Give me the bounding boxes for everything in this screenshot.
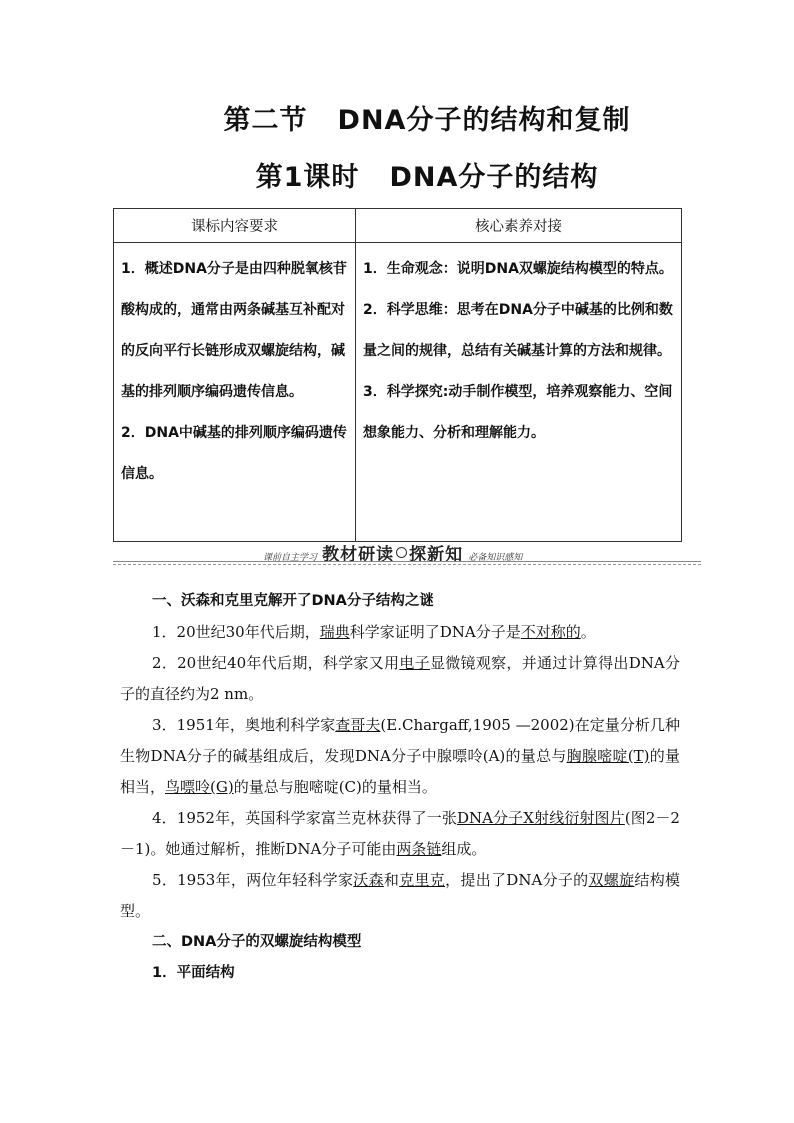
standard-item-2: 2．DNA中碱基的排列顺序编码遗传信息。 [121, 425, 347, 482]
literacy-item-3: 3．科学探究:动手制作模型，培养观察能力、空间想象能力、分析和理解能力。 [363, 384, 673, 441]
page-title [0, 98, 794, 137]
answer-guanine: 鸟嘌呤(G) [165, 778, 234, 796]
banner-divider-dashed [113, 564, 701, 565]
subtitle-main: DNA分子的结构 [389, 162, 599, 193]
col-header-standards: 课标内容要求 [114, 209, 356, 243]
banner-left-label: 课前自主学习 [263, 553, 318, 563]
answer-electron: 电子 [399, 654, 430, 672]
subsection-heading-1: 1．平面结构 [152, 965, 235, 981]
literacy-item-2: 2．科学思维：思考在DNA分子中碱基的比例和数量之间的规律，总结有关碱基计算的方法和规律。 [363, 302, 673, 359]
section-heading-1: 一、沃森和克里克解开了DNA分子结构之谜 [152, 593, 434, 609]
literacy-cell [356, 243, 682, 542]
banner-right-label: 必备知识感知 [468, 553, 523, 563]
table-header-row [114, 209, 682, 243]
answer-watson: 沃森 [353, 871, 384, 889]
subtitle-lesson: 第1课时 [255, 162, 360, 193]
standard-item-1: 1．概述DNA分子是由四种脱氧核苷酸构成的，通常由两条碱基互补配对的反向平行长链形成双螺旋结构，碱基的排列顺序编码遗传信息。 [121, 261, 347, 400]
banner-title-left: 教材研读 [322, 545, 395, 565]
page-subtitle [0, 155, 794, 194]
banner-title-right: 探新知 [409, 545, 464, 565]
title-section: 第二节 [223, 105, 308, 136]
answer-chargaff: 查哥夫 [335, 716, 381, 734]
answer-double-helix: 双螺旋 [588, 871, 635, 889]
title-main: DNA分子的结构和复制 [337, 105, 631, 136]
banner-divider [113, 561, 701, 562]
section-banner [113, 540, 701, 564]
paragraph-3: 3．1951年，奥地利科学家查哥夫(E.Chargaff,1905 —2002)在定量分析几种生物DNA分子的碱基组成后，发现DNA分子中腺嘌呤(A)的量总与胸腺嘧啶(T)的量相当，鸟嘌呤(G)的量总与胞嘧啶(C)的量相当。 [120, 716, 680, 796]
paragraph-4: 4．1952年，英国科学家富兰克林获得了一张DNA分子X射线衍射图片(图2－2－1)。她通过解析，推断DNA分子可能由两条链组成。 [120, 809, 680, 858]
answer-xray-image: DNA分子X射线衍射图片 [456, 809, 625, 827]
answer-crick: 克里克 [399, 871, 446, 889]
standards-cell [114, 243, 356, 542]
answer-thymine: 胸腺嘧啶(T) [566, 747, 650, 765]
standards-table [113, 208, 682, 542]
main-content [120, 586, 680, 989]
paragraph-1: 1．20世纪30年代后期，瑞典科学家证明了DNA分子是不对称的。 [152, 623, 596, 641]
paragraph-2: 2．20世纪40年代后期，科学家又用电子显微镜观察，并通过计算得出DNA分子的直径约为2 nm。 [120, 654, 680, 703]
col-header-literacy: 核心素养对接 [356, 209, 682, 243]
answer-asymmetric: 不对称的 [520, 623, 581, 641]
answer-two-strands: 两条链 [396, 840, 442, 858]
circle-icon [396, 547, 407, 558]
answer-sweden: 瑞典 [319, 623, 350, 641]
paragraph-5: 5．1953年，两位年轻科学家沃森和克里克，提出了DNA分子的双螺旋结构模型。 [120, 871, 680, 920]
section-heading-2: 二、DNA分子的双螺旋结构模型 [152, 934, 362, 950]
table-row [114, 243, 682, 542]
literacy-item-1: 1．生命观念：说明DNA双螺旋结构模型的特点。 [363, 261, 673, 277]
